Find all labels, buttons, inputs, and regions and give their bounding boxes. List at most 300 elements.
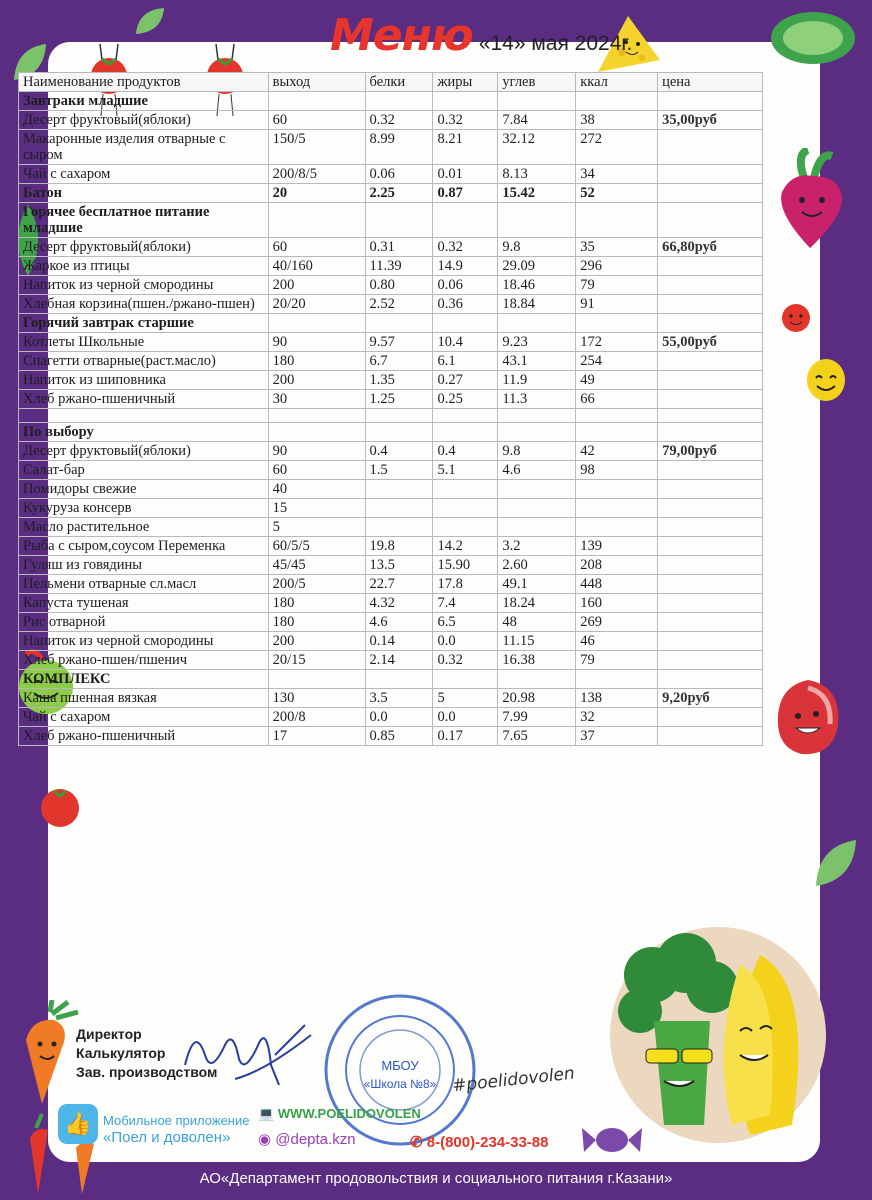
nutrition-value: 20.98 <box>498 689 576 708</box>
section-title: Горячее бесплатное питание младшие <box>19 203 269 238</box>
table-header-row <box>19 73 763 92</box>
nutrition-value: 138 <box>576 689 658 708</box>
nutrition-value: 15.42 <box>498 184 576 203</box>
nutrition-value: 32.12 <box>498 130 576 165</box>
price-cell: 35,00руб <box>658 111 763 130</box>
nutrition-value: 0.25 <box>433 390 498 409</box>
column-header: выход <box>268 73 365 92</box>
empty-cell <box>365 203 433 238</box>
nutrition-value: 11.3 <box>498 390 576 409</box>
dish-name: Напиток из черной смородины <box>19 632 269 651</box>
nutrition-value: 7.4 <box>433 594 498 613</box>
nutrition-value: 90 <box>268 333 365 352</box>
nutrition-value: 200/5 <box>268 575 365 594</box>
website-text: WWW.POELIDOVOLEN <box>277 1106 421 1121</box>
table-row <box>19 537 763 556</box>
empty-cell <box>433 409 498 423</box>
stamp-label: МБОУ <box>381 1058 419 1073</box>
nutrition-value: 0.0 <box>433 632 498 651</box>
dish-name: Хлебная корзина(пшен./ржано-пшен) <box>19 295 269 314</box>
nutrition-value: 0.36 <box>433 295 498 314</box>
dish-name: Жаркое из птицы <box>19 257 269 276</box>
nutrition-value: 1.25 <box>365 390 433 409</box>
tomato-icon <box>38 782 82 830</box>
table-row <box>19 352 763 371</box>
nutrition-value <box>433 480 498 499</box>
nutrition-value: 22.7 <box>365 575 433 594</box>
empty-cell <box>658 184 763 203</box>
table-row <box>19 689 763 708</box>
nutrition-value: 180 <box>268 594 365 613</box>
nutrition-value: 18.46 <box>498 276 576 295</box>
table-row <box>19 371 763 390</box>
nutrition-value: 91 <box>576 295 658 314</box>
nutrition-value: 0.14 <box>365 632 433 651</box>
monitor-icon: 💻 <box>258 1106 278 1121</box>
empty-cell <box>658 556 763 575</box>
table-row <box>19 727 763 746</box>
dish-name: Хлеб ржано-пшеничный <box>19 390 269 409</box>
empty-cell <box>365 423 433 442</box>
thumbs-up-app-icon: 👍 <box>58 1104 98 1144</box>
nutrition-value: 20/15 <box>268 651 365 670</box>
nutrition-value: 79 <box>576 276 658 295</box>
empty-cell <box>658 537 763 556</box>
nutrition-value: 180 <box>268 352 365 371</box>
leaf-icon <box>810 836 862 892</box>
nutrition-value: 8.99 <box>365 130 433 165</box>
empty-cell <box>433 203 498 238</box>
empty-cell <box>658 632 763 651</box>
nutrition-value: 42 <box>576 442 658 461</box>
empty-cell <box>658 130 763 165</box>
nutrition-value: 17.8 <box>433 575 498 594</box>
empty-cell <box>268 409 365 423</box>
nutrition-value: 0.85 <box>365 727 433 746</box>
nutrition-value: 11.15 <box>498 632 576 651</box>
nutrition-value: 60/5/5 <box>268 537 365 556</box>
table-row <box>19 165 763 184</box>
table-row <box>19 480 763 499</box>
instagram-link[interactable] <box>258 1130 356 1148</box>
organization-footer: АО«Департамент продовольствия и социального питания г.Казани» <box>199 1170 673 1187</box>
website-link[interactable] <box>258 1106 421 1122</box>
table-row <box>19 238 763 257</box>
nutrition-value: 7.84 <box>498 111 576 130</box>
nutrition-value: 10.4 <box>433 333 498 352</box>
section-row <box>19 423 763 442</box>
nutrition-value: 0.06 <box>433 276 498 295</box>
nutrition-value: 7.65 <box>498 727 576 746</box>
nutrition-value: 60 <box>268 111 365 130</box>
nutrition-value: 6.5 <box>433 613 498 632</box>
nutrition-value: 3.2 <box>498 537 576 556</box>
nutrition-value: 3.5 <box>365 689 433 708</box>
nutrition-value: 0.80 <box>365 276 433 295</box>
leaf-icon <box>132 4 168 38</box>
role-director: Директор <box>76 1026 142 1042</box>
nutrition-value: 9.8 <box>498 442 576 461</box>
empty-cell <box>658 499 763 518</box>
empty-cell <box>658 708 763 727</box>
nutrition-value <box>433 518 498 537</box>
nutrition-value: 60 <box>268 238 365 257</box>
nutrition-value: 90 <box>268 442 365 461</box>
nutrition-value: 40/160 <box>268 257 365 276</box>
nutrition-value: 8.13 <box>498 165 576 184</box>
nutrition-value: 254 <box>576 352 658 371</box>
nutrition-value: 15.90 <box>433 556 498 575</box>
nutrition-value: 35 <box>576 238 658 257</box>
nutrition-value: 66 <box>576 390 658 409</box>
nutrition-value: 30 <box>268 390 365 409</box>
nutrition-value: 448 <box>576 575 658 594</box>
nutrition-value: 0.31 <box>365 238 433 257</box>
nutrition-value: 2.25 <box>365 184 433 203</box>
empty-cell <box>433 423 498 442</box>
nutrition-value <box>498 499 576 518</box>
table-row <box>19 518 763 537</box>
dish-name: Каша пшенная вязкая <box>19 689 269 708</box>
nutrition-value: 160 <box>576 594 658 613</box>
meat-character-icon <box>772 676 844 758</box>
beet-character-icon <box>768 148 852 252</box>
empty-cell <box>498 670 576 689</box>
empty-cell <box>658 371 763 390</box>
nutrition-value: 6.7 <box>365 352 433 371</box>
section-title: Завтраки младшие <box>19 92 269 111</box>
empty-cell <box>576 423 658 442</box>
empty-cell <box>365 409 433 423</box>
menu-table-body <box>19 92 763 746</box>
empty-cell <box>658 480 763 499</box>
nutrition-value: 180 <box>268 613 365 632</box>
dish-name: Хлеб ржано-пшеничный <box>19 727 269 746</box>
empty-cell <box>658 409 763 423</box>
nutrition-value: 296 <box>576 257 658 276</box>
nutrition-value: 139 <box>576 537 658 556</box>
dish-name: Десерт фруктовый(яблоки) <box>19 111 269 130</box>
nutrition-value: 46 <box>576 632 658 651</box>
dish-name: Напиток из черной смородины <box>19 276 269 295</box>
nutrition-value: 0.17 <box>433 727 498 746</box>
nutrition-value: 48 <box>498 613 576 632</box>
nutrition-value: 200/8/5 <box>268 165 365 184</box>
column-header: цена <box>658 73 763 92</box>
nutrition-value: 200 <box>268 632 365 651</box>
empty-cell <box>576 203 658 238</box>
empty-cell <box>268 423 365 442</box>
menu-table <box>18 72 763 746</box>
empty-cell <box>658 390 763 409</box>
empty-cell <box>576 92 658 111</box>
nutrition-value: 0.06 <box>365 165 433 184</box>
nutrition-value: 15 <box>268 499 365 518</box>
dish-name: Спагетти отварные(раст.масло) <box>19 352 269 371</box>
nutrition-value <box>498 518 576 537</box>
blank-row <box>19 409 763 423</box>
nutrition-value: 40 <box>268 480 365 499</box>
table-row <box>19 708 763 727</box>
empty-cell <box>658 92 763 111</box>
nutrition-value: 14.2 <box>433 537 498 556</box>
menu-date: «14» мая 2024г. <box>478 32 633 55</box>
nutrition-value: 11.9 <box>498 371 576 390</box>
nutrition-value <box>576 518 658 537</box>
empty-cell <box>365 670 433 689</box>
dish-name: Десерт фруктовый(яблоки) <box>19 238 269 257</box>
nutrition-value: 130 <box>268 689 365 708</box>
column-header: белки <box>365 73 433 92</box>
nutrition-value: 49.1 <box>498 575 576 594</box>
dish-name: Чай с сахаром <box>19 165 269 184</box>
nutrition-value: 18.84 <box>498 295 576 314</box>
nutrition-value <box>576 499 658 518</box>
nutrition-value: 37 <box>576 727 658 746</box>
table-row <box>19 333 763 352</box>
nutrition-value: 38 <box>576 111 658 130</box>
empty-cell <box>498 314 576 333</box>
section-row <box>19 92 763 111</box>
empty-cell <box>268 203 365 238</box>
empty-cell <box>498 409 576 423</box>
nutrition-value: 16.38 <box>498 651 576 670</box>
empty-cell <box>365 314 433 333</box>
nutrition-value: 52 <box>576 184 658 203</box>
empty-cell <box>658 670 763 689</box>
table-row <box>19 575 763 594</box>
nutrition-value: 19.8 <box>365 537 433 556</box>
nutrition-value: 2.60 <box>498 556 576 575</box>
dish-name: Помидоры свежие <box>19 480 269 499</box>
hashtag: #poelidovolen <box>451 1063 576 1097</box>
empty-cell <box>658 461 763 480</box>
section-title: КОМПЛЕКС <box>19 670 269 689</box>
nutrition-value: 8.21 <box>433 130 498 165</box>
nutrition-value: 0.4 <box>433 442 498 461</box>
nutrition-value: 150/5 <box>268 130 365 165</box>
nutrition-value <box>576 480 658 499</box>
nutrition-value: 0.32 <box>433 238 498 257</box>
nutrition-value: 0.0 <box>433 708 498 727</box>
nutrition-value: 13.5 <box>365 556 433 575</box>
nutrition-value: 6.1 <box>433 352 498 371</box>
nutrition-value: 200/8 <box>268 708 365 727</box>
lemon-character-icon <box>804 356 848 404</box>
nutrition-value: 32 <box>576 708 658 727</box>
dish-name: Рис отварной <box>19 613 269 632</box>
nutrition-value: 0.32 <box>433 651 498 670</box>
empty-cell <box>576 314 658 333</box>
empty-cell <box>498 423 576 442</box>
nutrition-value: 208 <box>576 556 658 575</box>
empty-cell <box>658 594 763 613</box>
empty-cell <box>433 670 498 689</box>
nutrition-value: 0.32 <box>365 111 433 130</box>
empty-cell <box>658 276 763 295</box>
table-row <box>19 295 763 314</box>
table-row <box>19 651 763 670</box>
table-row <box>19 461 763 480</box>
table-row <box>19 442 763 461</box>
nutrition-value: 43.1 <box>498 352 576 371</box>
nutrition-value: 79 <box>576 651 658 670</box>
nutrition-value: 2.52 <box>365 295 433 314</box>
nutrition-value: 7.99 <box>498 708 576 727</box>
empty-cell <box>658 613 763 632</box>
empty-cell <box>498 92 576 111</box>
dish-name: Пельмени отварные сл.масл <box>19 575 269 594</box>
nutrition-value: 0.87 <box>433 184 498 203</box>
nutrition-value: 0.4 <box>365 442 433 461</box>
dish-name: Котлеты Школьные <box>19 333 269 352</box>
nutrition-value: 17 <box>268 727 365 746</box>
nutrition-value <box>365 499 433 518</box>
section-title: Горячий завтрак старшие <box>19 314 269 333</box>
dish-name: Батон <box>19 184 269 203</box>
candy-icon <box>580 1120 644 1160</box>
empty-cell <box>658 165 763 184</box>
nutrition-value: 5 <box>268 518 365 537</box>
nutrition-value: 45/45 <box>268 556 365 575</box>
table-row <box>19 257 763 276</box>
nutrition-value: 9.23 <box>498 333 576 352</box>
column-header: углев <box>498 73 576 92</box>
nutrition-value: 1.35 <box>365 371 433 390</box>
role-production-manager: Зав. производством <box>76 1064 218 1080</box>
page-title: Меню <box>330 10 473 61</box>
nutrition-value <box>365 518 433 537</box>
phone-text: 8-(800)-234-33-88 <box>426 1134 549 1151</box>
carrot-character-icon <box>12 1000 82 1110</box>
table-row <box>19 632 763 651</box>
empty-cell <box>658 651 763 670</box>
table-row <box>19 130 763 165</box>
dish-name: Чай с сахаром <box>19 708 269 727</box>
nutrition-value: 269 <box>576 613 658 632</box>
empty-cell <box>576 670 658 689</box>
column-header: Наименование продуктов <box>19 73 269 92</box>
nutrition-value: 11.39 <box>365 257 433 276</box>
nutrition-value: 0.27 <box>433 371 498 390</box>
dish-name: Салат-бар <box>19 461 269 480</box>
nutrition-value: 4.32 <box>365 594 433 613</box>
cucumber-slice-icon <box>768 8 858 68</box>
nutrition-value: 9.57 <box>365 333 433 352</box>
section-row <box>19 314 763 333</box>
nutrition-value: 5 <box>433 689 498 708</box>
empty-cell <box>658 295 763 314</box>
nutrition-value: 172 <box>576 333 658 352</box>
dish-name: Макаронные изделия отварные с сыром <box>19 130 269 165</box>
dish-name: Гуляш из говядины <box>19 556 269 575</box>
nutrition-value: 34 <box>576 165 658 184</box>
dish-name: Масло растительное <box>19 518 269 537</box>
empty-cell <box>658 203 763 238</box>
nutrition-value: 98 <box>576 461 658 480</box>
empty-cell <box>268 92 365 111</box>
empty-cell <box>365 92 433 111</box>
nutrition-value: 4.6 <box>365 613 433 632</box>
nutrition-value: 1.5 <box>365 461 433 480</box>
nutrition-value: 2.14 <box>365 651 433 670</box>
empty-cell <box>268 314 365 333</box>
dish-name: Капуста тушеная <box>19 594 269 613</box>
nutrition-value: 0.32 <box>433 111 498 130</box>
phone-number[interactable] <box>410 1133 549 1151</box>
instagram-handle: @depta.kzn <box>275 1131 356 1148</box>
nutrition-value: 200 <box>268 276 365 295</box>
nutrition-value: 200 <box>268 371 365 390</box>
dish-name: Рыба с сыром,соусом Переменка <box>19 537 269 556</box>
empty-cell <box>658 423 763 442</box>
empty-cell <box>658 352 763 371</box>
table-row <box>19 556 763 575</box>
empty-cell <box>576 409 658 423</box>
handwritten-signature <box>175 1015 315 1095</box>
nutrition-value: 29.09 <box>498 257 576 276</box>
table-row <box>19 594 763 613</box>
section-title: По выбору <box>19 423 269 442</box>
instagram-icon: ◉ <box>258 1131 276 1148</box>
empty-cell <box>658 518 763 537</box>
nutrition-value <box>365 480 433 499</box>
app-name: «Поел и доволен» <box>103 1129 231 1146</box>
dish-name: Напиток из шиповника <box>19 371 269 390</box>
nutrition-value: 4.6 <box>498 461 576 480</box>
table-row <box>19 613 763 632</box>
nutrition-value: 18.24 <box>498 594 576 613</box>
nutrition-value: 272 <box>576 130 658 165</box>
table-row <box>19 276 763 295</box>
price-cell: 66,80руб <box>658 238 763 257</box>
phone-icon: ✆ <box>410 1134 427 1151</box>
mobile-app-info <box>103 1112 249 1146</box>
price-cell: 9,20руб <box>658 689 763 708</box>
nutrition-value <box>498 480 576 499</box>
title-row <box>330 10 632 70</box>
empty-cell <box>433 314 498 333</box>
section-row <box>19 203 763 238</box>
empty-cell <box>658 314 763 333</box>
app-caption: Мобильное приложение <box>103 1113 250 1128</box>
dish-name: Десерт фруктовый(яблоки) <box>19 442 269 461</box>
nutrition-value: 20 <box>268 184 365 203</box>
nutrition-value: 14.9 <box>433 257 498 276</box>
empty-cell <box>433 92 498 111</box>
nutrition-value: 60 <box>268 461 365 480</box>
tomato-icon <box>778 298 814 334</box>
table-row <box>19 184 763 203</box>
nutrition-value: 0.01 <box>433 165 498 184</box>
column-header: жиры <box>433 73 498 92</box>
table-row <box>19 111 763 130</box>
nutrition-value: 49 <box>576 371 658 390</box>
column-header: ккал <box>576 73 658 92</box>
nutrition-value: 9.8 <box>498 238 576 257</box>
price-cell: 79,00руб <box>658 442 763 461</box>
dish-name: Хлеб ржано-пшен/пшенич <box>19 651 269 670</box>
empty-cell <box>19 409 269 423</box>
dish-name: Кукуруза консерв <box>19 499 269 518</box>
table-row <box>19 499 763 518</box>
empty-cell <box>658 257 763 276</box>
nutrition-value: 0.0 <box>365 708 433 727</box>
empty-cell <box>498 203 576 238</box>
official-stamp <box>320 990 480 1150</box>
nutrition-value: 5.1 <box>433 461 498 480</box>
role-calculator: Калькулятор <box>76 1045 166 1061</box>
